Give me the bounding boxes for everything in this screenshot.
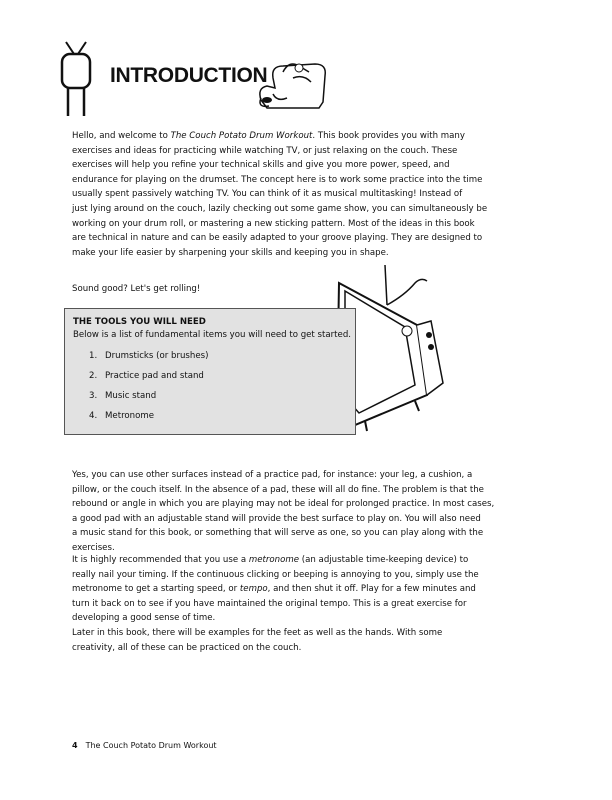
surfaces-paragraph bbox=[72, 468, 494, 556]
running-title: The Couch Potato Drum Workout bbox=[85, 741, 217, 750]
text-line bbox=[72, 129, 487, 144]
text: It is highly recommended that you use a bbox=[72, 555, 249, 565]
text-line: really nail your timing. If the continuous clicking or beeping is annoying to you, simply use the bbox=[72, 569, 479, 580]
text-line: working on your drum roll, or mastering a new sticking pattern. Most of the ideas in this book bbox=[72, 218, 475, 229]
callout-title: THE TOOLS YOU WILL NEED bbox=[73, 317, 206, 327]
item-label: Practice pad and stand bbox=[105, 371, 204, 381]
closing-paragraph bbox=[72, 626, 442, 655]
text-line: exercises will help you refine your technical skills and give you more power, speed, and bbox=[72, 160, 450, 171]
text-line: exercises and ideas for practicing while watching TV, or just relaxing on the couch. These bbox=[72, 145, 458, 156]
list-item bbox=[89, 351, 208, 361]
text-line: Later in this book, there will be examples for the feet as well as the hands. With some bbox=[72, 628, 443, 638]
text: (an adjustable time-keeping device) to bbox=[299, 555, 469, 565]
text-line: developing a good sense of time. bbox=[72, 613, 216, 624]
tv-head-icon bbox=[58, 40, 94, 120]
page-number: 4 bbox=[72, 741, 78, 750]
text: . This book provides you with many bbox=[312, 131, 465, 141]
item-label: Drumsticks (or brushes) bbox=[105, 351, 209, 361]
list-item bbox=[89, 371, 204, 381]
text-line: are technical in nature and can be easily adapted to your groove playing. They are designed to bbox=[72, 233, 483, 244]
list-item bbox=[89, 391, 156, 401]
text-line: rebound or angle in which you are playing may not be ideal for prolonged practice. In most cases, bbox=[72, 499, 495, 510]
text-line: usually spent passively watching TV. You can think of it as musical multitasking! Instead of bbox=[72, 189, 463, 200]
text: , and then shut it off. Play for a few minutes and bbox=[267, 584, 476, 595]
text-line: make your life easier by sharpening your skills and keeping you in shape. bbox=[72, 247, 389, 258]
text: Hello, and welcome to bbox=[72, 131, 171, 141]
text-line: Yes, you can use other surfaces instead of a practice pad, for instance: your leg, a cushion, a bbox=[72, 470, 473, 480]
text-line bbox=[72, 582, 479, 597]
emphasis: tempo bbox=[239, 584, 268, 595]
text-line: a music stand for this book, or something that will serve as one, so you can play along with the bbox=[72, 528, 484, 539]
list-item bbox=[89, 411, 154, 421]
page-footer bbox=[72, 741, 217, 750]
text-line: creativity, all of these can be practiced on the couch. bbox=[72, 642, 302, 653]
item-number: 4. bbox=[89, 411, 98, 421]
page-title: INTRODUCTION bbox=[110, 64, 268, 87]
item-number: 3. bbox=[89, 391, 98, 401]
couch-potato-illustration bbox=[253, 58, 333, 112]
text-line: exercises. bbox=[72, 542, 115, 553]
item-number: 2. bbox=[89, 371, 98, 381]
metronome-paragraph bbox=[72, 553, 479, 626]
text-line: turn it back on to see if you have maintained the original tempo. This is a great exercise for bbox=[72, 598, 467, 609]
text-line: just lying around on the couch, lazily checking out some game show, you can simultaneously be bbox=[72, 203, 488, 214]
closing-line: Sound good? Let's get rolling! bbox=[72, 284, 201, 294]
item-label: Music stand bbox=[105, 391, 157, 401]
text-line: endurance for playing on the drumset. The concept here is to work some practice into the time bbox=[72, 174, 483, 185]
tools-callout-box bbox=[64, 308, 356, 435]
text: metronome to get a starting speed, or bbox=[72, 584, 240, 595]
callout-subtitle: Below is a list of fundamental items you will need to get started. bbox=[73, 330, 352, 340]
book-title: The Couch Potato Drum Workout bbox=[170, 131, 313, 141]
text-line bbox=[72, 553, 479, 568]
intro-paragraph bbox=[72, 129, 487, 260]
emphasis: metronome bbox=[248, 555, 300, 565]
item-number: 1. bbox=[89, 351, 98, 361]
text-line: a good pad with an adjustable stand will provide the best surface to play on. You will also need bbox=[72, 513, 481, 524]
text-line: pillow, or the couch itself. In the absence of a pad, these will all do fine. The problem is that the bbox=[72, 484, 484, 495]
item-label: Metronome bbox=[105, 411, 155, 421]
